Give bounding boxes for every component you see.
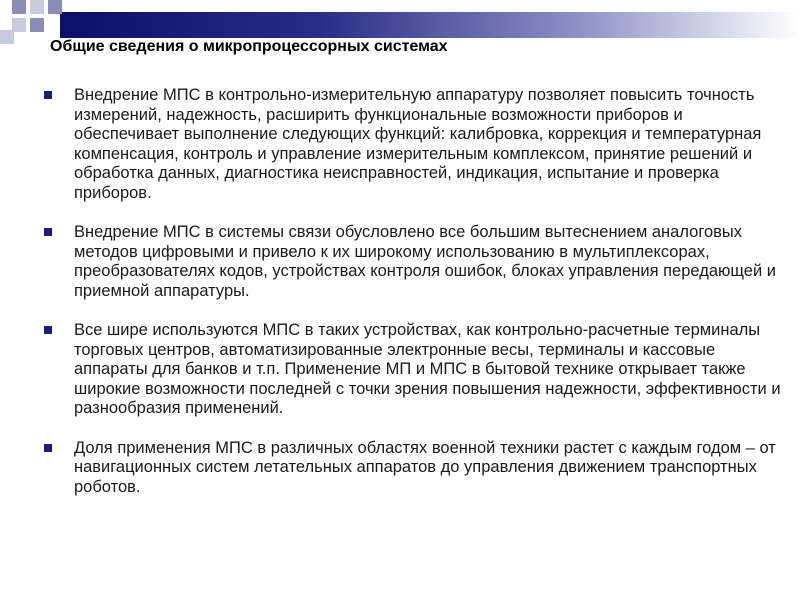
- decor-square: [12, 18, 26, 32]
- bullet-list: [42, 86, 782, 517]
- bullet-item: [42, 321, 782, 419]
- decor-square: [0, 30, 14, 44]
- square-bullet-icon: [44, 91, 52, 99]
- decor-square: [30, 18, 44, 32]
- square-bullet-icon: [44, 326, 52, 334]
- decor-square: [12, 0, 26, 14]
- bullet-text: Внедрение МПС в контрольно-измерительную аппаратуру позволяет повысить точность измерений, надежность, расширить функциональные возможности приборов и обеспечивает выполнение следующих функций: калибровка, коррекция и температурная компенсация, контроль и управление измерительным комплексом, принятие решений и обработка данных, диагностика неисправностей, индикация, испытание и проверка приборов.: [74, 86, 762, 202]
- bullet-item: [42, 223, 782, 301]
- bullet-text: Все шире используются МПС в таких устройствах, как контрольно-расчетные терминалы торговых центров, автоматизированные электронные весы, терминалы и кассовые аппараты для банков и т.п. Применение МП и МПС в бытовой технике открывает также широкие возможности последней с точки зрения повышения надежности, эффективности и разнообразия применений.: [74, 321, 781, 417]
- decor-square: [48, 0, 62, 14]
- bullet-item: [42, 439, 782, 498]
- bullet-text: Доля применения МПС в различных областях военной техники растет с каждым годом – от навигационных систем летательных аппаратов до управления движением транспортных роботов.: [74, 438, 776, 496]
- bullet-item: [42, 86, 782, 203]
- square-bullet-icon: [44, 444, 52, 452]
- bullet-text: Внедрение МПС в системы связи обусловлено все большим вытеснением аналоговых методов цифровыми и привело к их широкому использованию в мультиплексорах, преобразователях кодов, устройствах контроля ошибок, блоках управления передающей и приемной аппаратуры.: [74, 223, 776, 300]
- slide-title: Общие сведения о микропроцессорных системах: [50, 38, 448, 55]
- gradient-bar: [60, 12, 800, 38]
- decor-square: [30, 0, 44, 14]
- square-bullet-icon: [44, 228, 52, 236]
